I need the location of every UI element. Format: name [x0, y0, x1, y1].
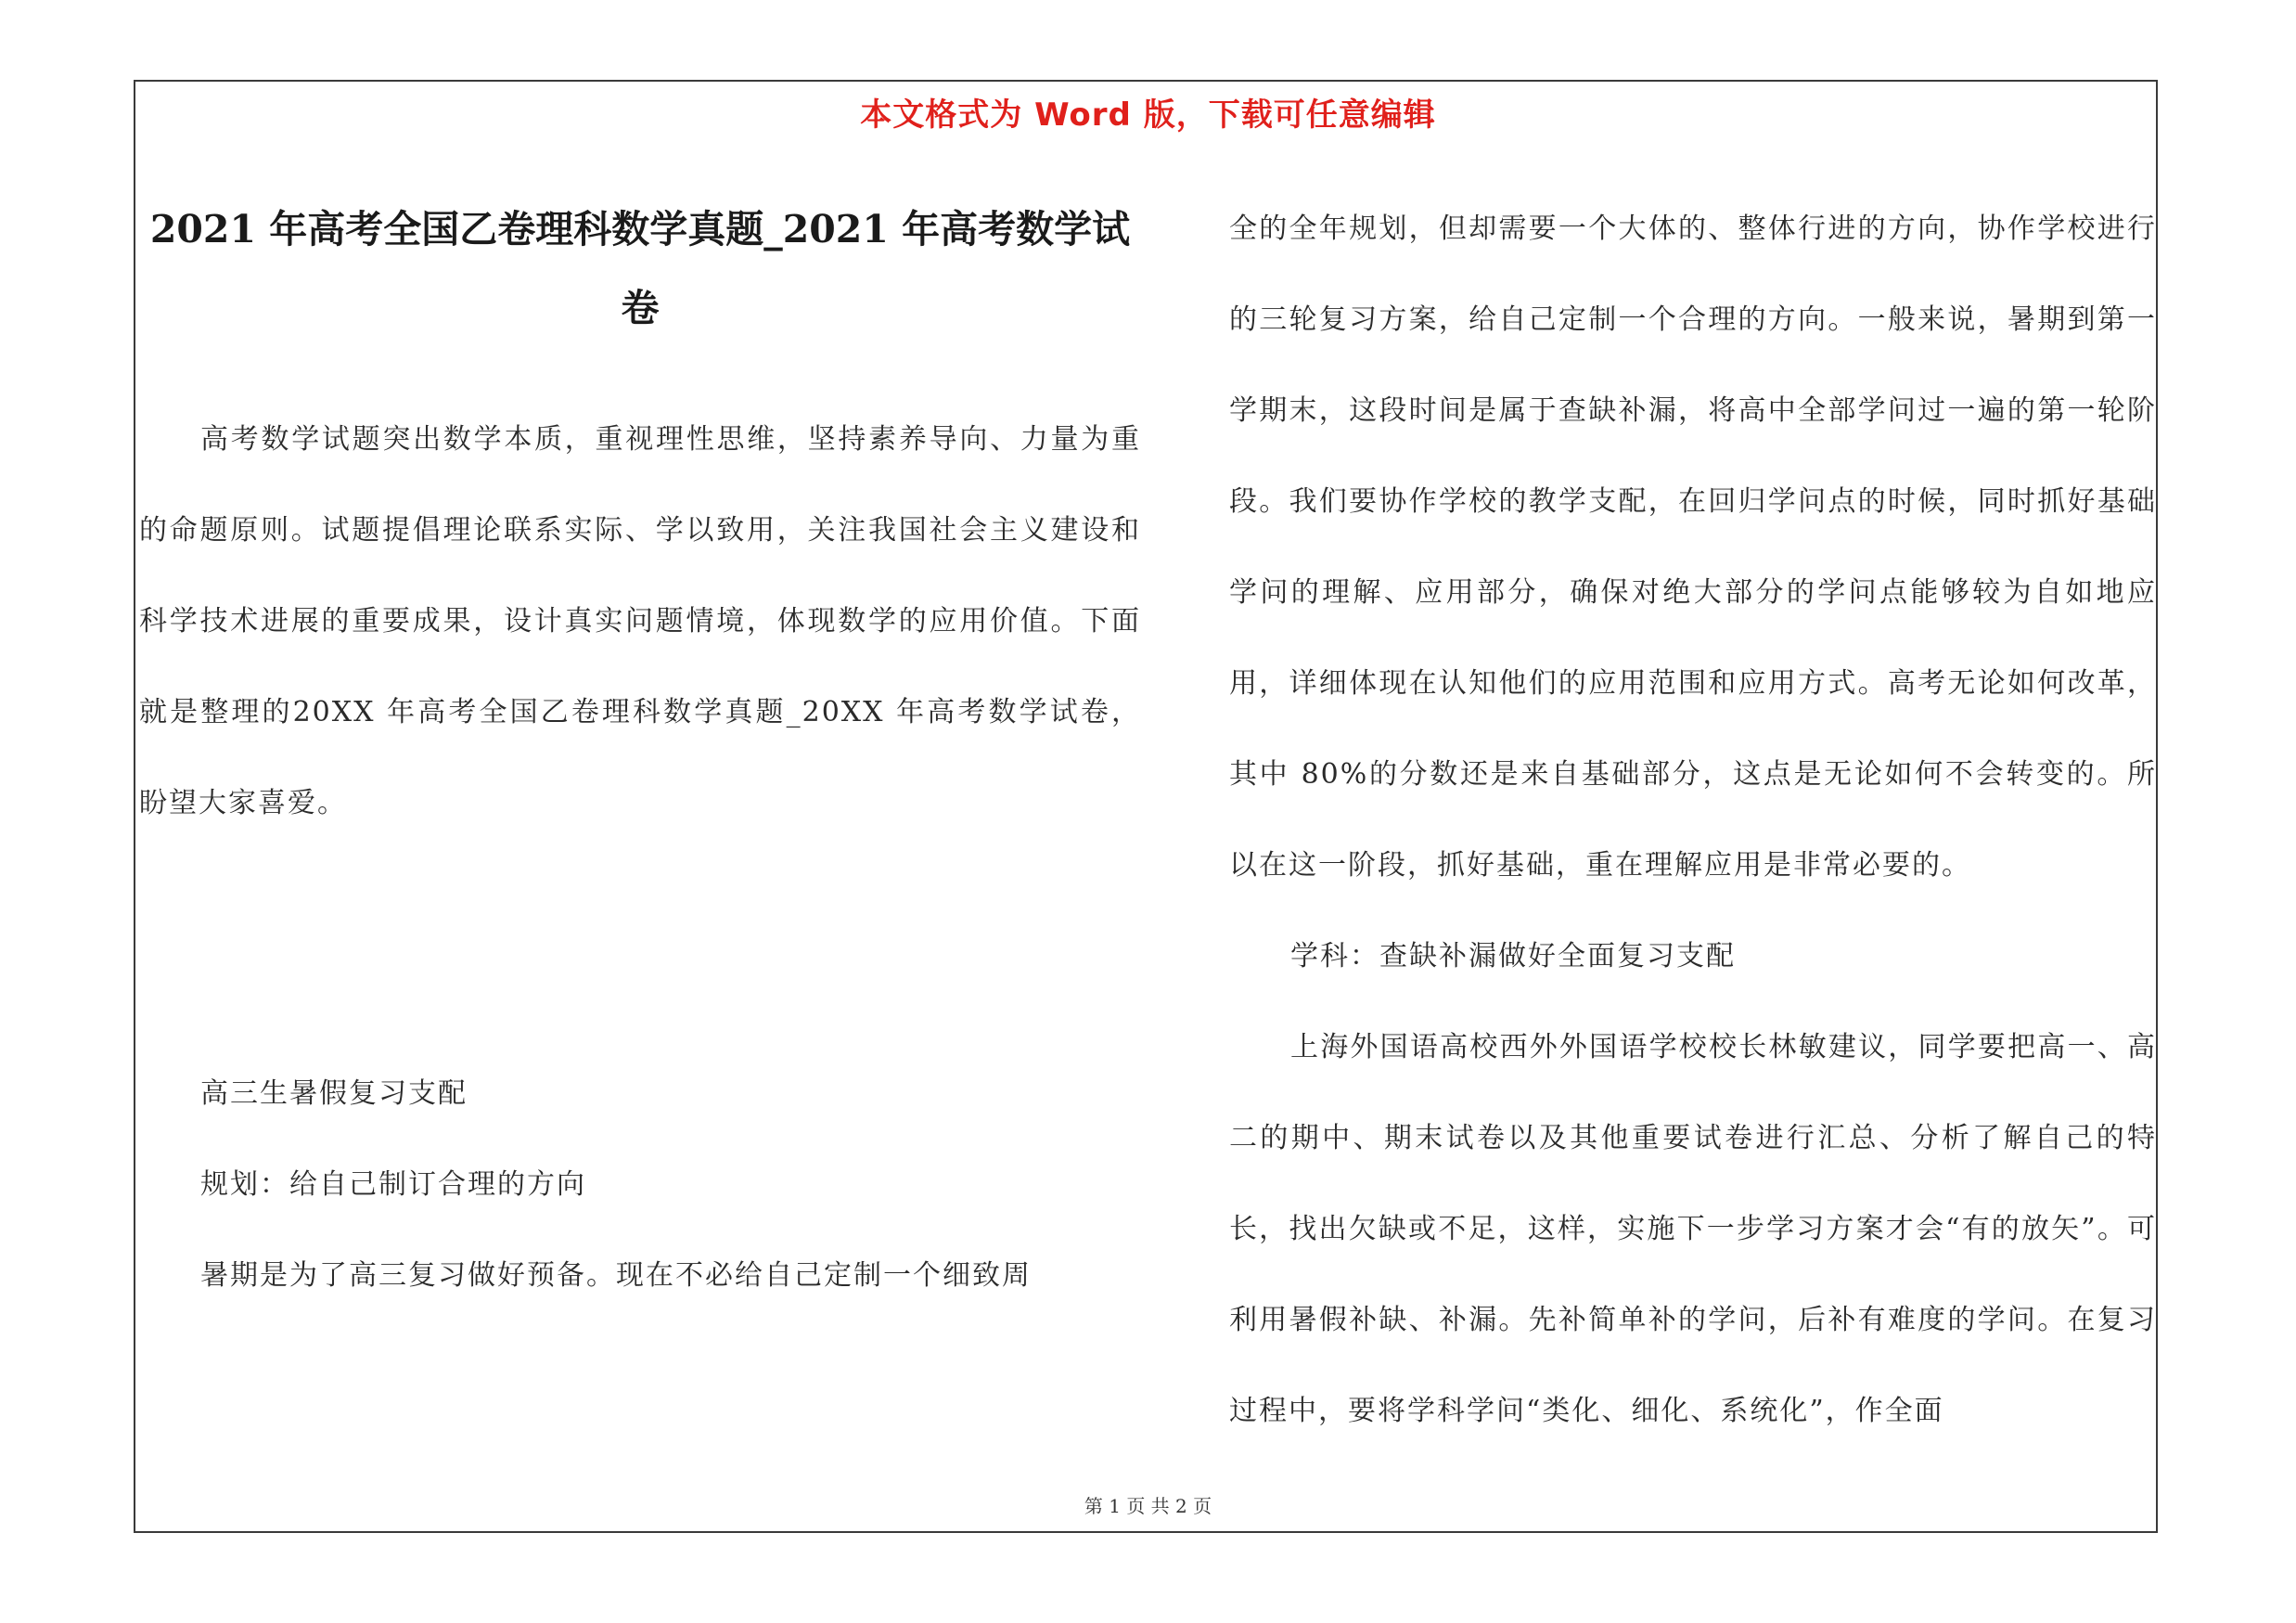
section-heading-subject: 学科：查缺补漏做好全面复习支配	[1290, 940, 1736, 973]
page-footer: 第 1 页 共 2 页	[1084, 1495, 1212, 1517]
right-column	[1229, 184, 2157, 1457]
left-column	[139, 190, 1141, 1321]
spacer	[139, 849, 1141, 1049]
section-heading-summer-plan: 高三生暑假复习支配	[200, 1077, 468, 1110]
header-notice: 本文格式为 Word 版，下载可任意编辑	[860, 97, 1436, 134]
section-heading-direction: 规划：给自己制订合理的方向	[200, 1168, 586, 1201]
document-title: 2021 年高考全国乙卷理科数学真题_2021 年高考数学试卷	[149, 207, 1131, 330]
body-paragraph-summer: 暑期是为了高三复习做好预备。现在不必给自己定制一个细致周	[200, 1259, 1032, 1292]
body-paragraph-advice: 上海外国语高校西外外国语学校校长林敏建议，同学要把高一、高二的期中、期末试卷以及其他重要试卷进行汇总、分析了解自己的特长，找出欠缺或不足，这样，实施下一步学习方案才会“有的放矢”。可利用暑假补缺、补漏。先补简单补的学问，后补有难度的学问。在复习过程中，要将学科学问“类化、细化、系统化”，作全面	[1229, 1031, 2157, 1427]
body-paragraph-plan: 全的全年规划，但却需要一个大体的、整体行进的方向，协作学校进行的三轮复习方案，给自己定制一个合理的方向。一般来说，暑期到第一学期末，这段时间是属于查缺补漏，将高中全部学问过一遍的第一轮阶段。我们要协作学校的教学支配，在回归学问点的时候，同时抓好基础学问的理解、应用部分，确保对绝大部分的学问点能够较为自如地应用，详细体现在认知他们的应用范围和应用方式。高考无论如何改革，其中 80%的分数还是来自基础部分，这点是无论如何不会转变的。所以在这一阶段，抓好基础，重在理解应用是非常必要的。	[1229, 213, 2157, 882]
intro-paragraph: 高考数学试题突出数学本质，重视理性思维，坚持素养导向、力量为重的命题原则。试题提倡理论联系实际、学以致用，关注我国社会主义建设和科学技术进展的重要成果，设计真实问题情境，体现数学的应用价值。下面就是整理的20XX 年高考全国乙卷理科数学真题_20XX 年高考数学试卷，盼望大家喜爱。	[139, 423, 1141, 819]
